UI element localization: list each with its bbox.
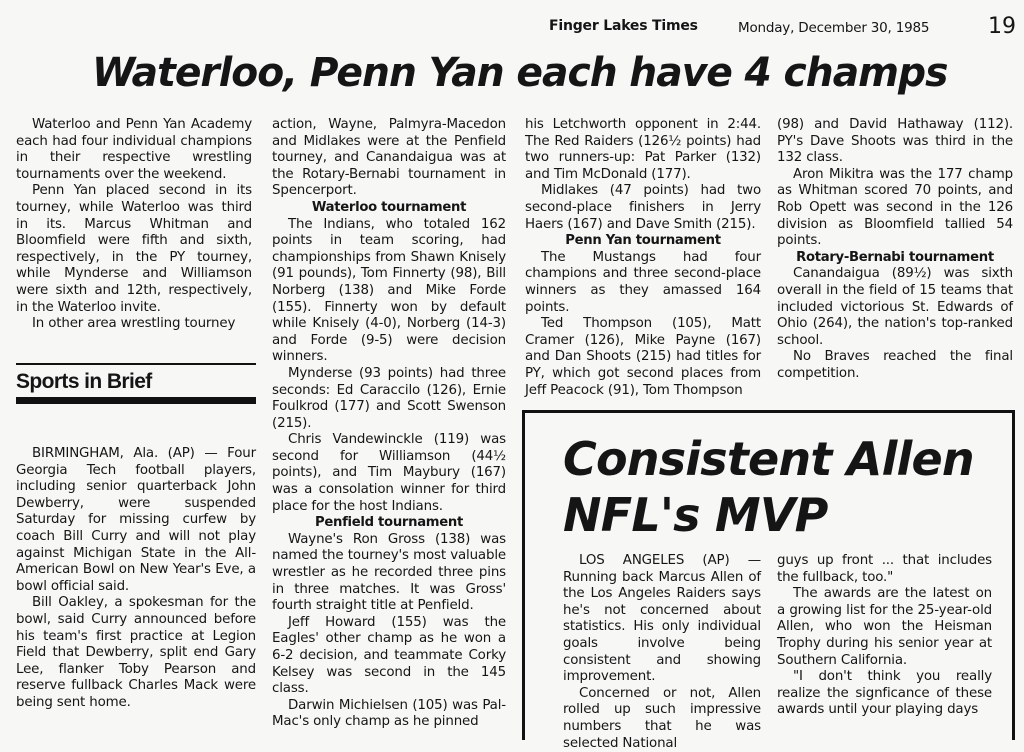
paragraph: Bill Oakley, a spokesman for the bowl, said Curry announced before his team's first practice at Legion Field that Dewberry, split end Gary Lee, flanker Toby Pearson and reserve fullback Charles Mack were being sent home. bbox=[16, 595, 256, 710]
divider-bar bbox=[16, 397, 256, 404]
paragraph: action, Wayne, Palmyra-Macedon and Midlakes were at the Penfield tourney, and Canandaigua was at the Rotary-Bernabi tournament in Spencerport. bbox=[272, 117, 506, 199]
allen-headline bbox=[563, 431, 974, 543]
divider bbox=[16, 363, 256, 365]
page-number: 19 bbox=[988, 14, 1016, 39]
main-story-column-4 bbox=[777, 117, 1013, 383]
sports-in-brief-story bbox=[16, 446, 256, 712]
paragraph: Ted Thompson (105), Matt Cramer (126), Mike Payne (167) and Dan Shoots (215) had titles for PY, which got second places from Jeff Peacock (91), Tom Thompson bbox=[525, 316, 761, 398]
headline-line: Consistent Allen bbox=[563, 432, 974, 486]
paragraph: Midlakes (47 points) had two second-place finishers in Jerry Haers (167) and Dave Smith (215). bbox=[525, 183, 761, 232]
paragraph: "I don't think you really realize the signficance of these awards until your playing days bbox=[777, 669, 992, 718]
issue-date: Monday, December 30, 1985 bbox=[738, 20, 930, 36]
paragraph: Darwin Michielsen (105) was Pal-Mac's only champ as he pinned bbox=[272, 697, 506, 730]
paragraph: Jeff Howard (155) was the Eagles' other champ as he won a 6-2 decision, and teammate Corky Kelsey was second in the 145 class. bbox=[272, 614, 506, 697]
allen-story-column-2 bbox=[777, 553, 992, 719]
paragraph: Waterloo and Penn Yan Academy each had four individual champions in their respective wrestling tournaments over the weekend. bbox=[16, 117, 252, 182]
paragraph: In other area wrestling tourney bbox=[32, 316, 236, 332]
paragraph: LOS ANGELES (AP) — Running back Marcus Allen of the Los Angeles Raiders says he's not concerned about statistics. His only individual goals involve being consistent and showing improvement. bbox=[563, 553, 761, 685]
paragraph: Mynderse (93 points) had three seconds: Ed Caraccilo (126), Ernie Foulkrod (177) and Scott Swenson (215). bbox=[272, 365, 506, 431]
paragraph: his Letchworth opponent in 2:44. The Red Raiders (126½ points) had two runners-up: Pat Parker (132) and Tim McDonald (177). bbox=[525, 117, 761, 182]
paragraph: No Braves reached the final competition. bbox=[777, 349, 1013, 381]
newspaper-name: Finger Lakes Times bbox=[549, 18, 698, 34]
paragraph: (98) and David Hathaway (112). PY's Dave Shoots was third in the 132 class. bbox=[777, 117, 1013, 166]
paragraph: Wayne's Ron Gross (138) was named the tourney's most valuable wrestler as he recorded three pins in three matches. It was Gross' fourth straight title at Penfield. bbox=[272, 531, 506, 614]
paragraph: guys up front ... that includes the fullback, too." bbox=[777, 553, 992, 585]
main-headline: Waterloo, Penn Yan each have 4 champs bbox=[92, 50, 948, 96]
main-story-column-2 bbox=[272, 117, 506, 731]
subhead-penn-yan-tournament: Penn Yan tournament bbox=[565, 233, 721, 249]
paragraph: Aron Mikitra was the 177 champ as Whitman scored 70 points, and Rob Opett was second in the 126 division as Bloomfield tallied 54 points. bbox=[777, 166, 1013, 249]
headline-line: NFL's MVP bbox=[563, 488, 828, 542]
allen-story-column-1 bbox=[563, 553, 761, 752]
sports-in-brief-header bbox=[16, 363, 256, 404]
paragraph: Concerned or not, Allen rolled up such impressive numbers that he was selected National bbox=[563, 685, 761, 751]
paragraph: Penn Yan placed second in its tourney, while Waterloo was third in its. Marcus Whitman and Bloomfield were fifth and sixth, respectively, in the PY tourney, while Mynderse and Williamson were sixth and 12th, respectively, in the Waterloo invite. bbox=[16, 183, 252, 315]
subhead-waterloo-tournament: Waterloo tournament bbox=[311, 199, 467, 215]
subhead-penfield-tournament: Penfield tournament bbox=[315, 515, 463, 531]
main-story-column-3 bbox=[525, 117, 761, 399]
section-title: Sports in Brief bbox=[16, 370, 152, 393]
paragraph: Chris Vandewinckle (119) was second for Williamson (44½ points), and Tim Maybury (167) was a consolation winner for third place for the host Indians. bbox=[272, 432, 506, 514]
main-story-column-1 bbox=[16, 117, 252, 333]
paragraph: Canandaigua (89½) was sixth overall in the field of 15 teams that included victorious St. Edwards of Ohio (264), the nation's top-ranked school. bbox=[777, 266, 1013, 348]
paragraph: The Mustangs had four champions and three second-place winners as they amassed 164 points. bbox=[525, 249, 761, 315]
paragraph: The awards are the latest on a growing list for the 25-year-old Allen, who won the Heisman Trophy during his senior year at Southern California. bbox=[777, 586, 992, 668]
paragraph: The Indians, who totaled 162 points in team scoring, had championships from Shawn Knisely (91 pounds), Tom Finnerty (98), Bill Norberg (138) and Mike Forde (155). Finnerty won by default while Knisely (4-0), Norberg (14-3) and Forde (9-5) were decision winners. bbox=[272, 216, 506, 365]
masthead bbox=[0, 14, 1024, 44]
subhead-rotary-bernabi-tournament: Rotary-Bernabi tournament bbox=[796, 249, 994, 265]
paragraph: BIRMINGHAM, Ala. (AP) — Four Georgia Tech football players, including senior quarterback John Dewberry, were suspended Saturday for missing curfew by coach Bill Curry and will not play against Michigan State in the All-American Bowl on New Year's Eve, a bowl official said. bbox=[16, 446, 256, 594]
